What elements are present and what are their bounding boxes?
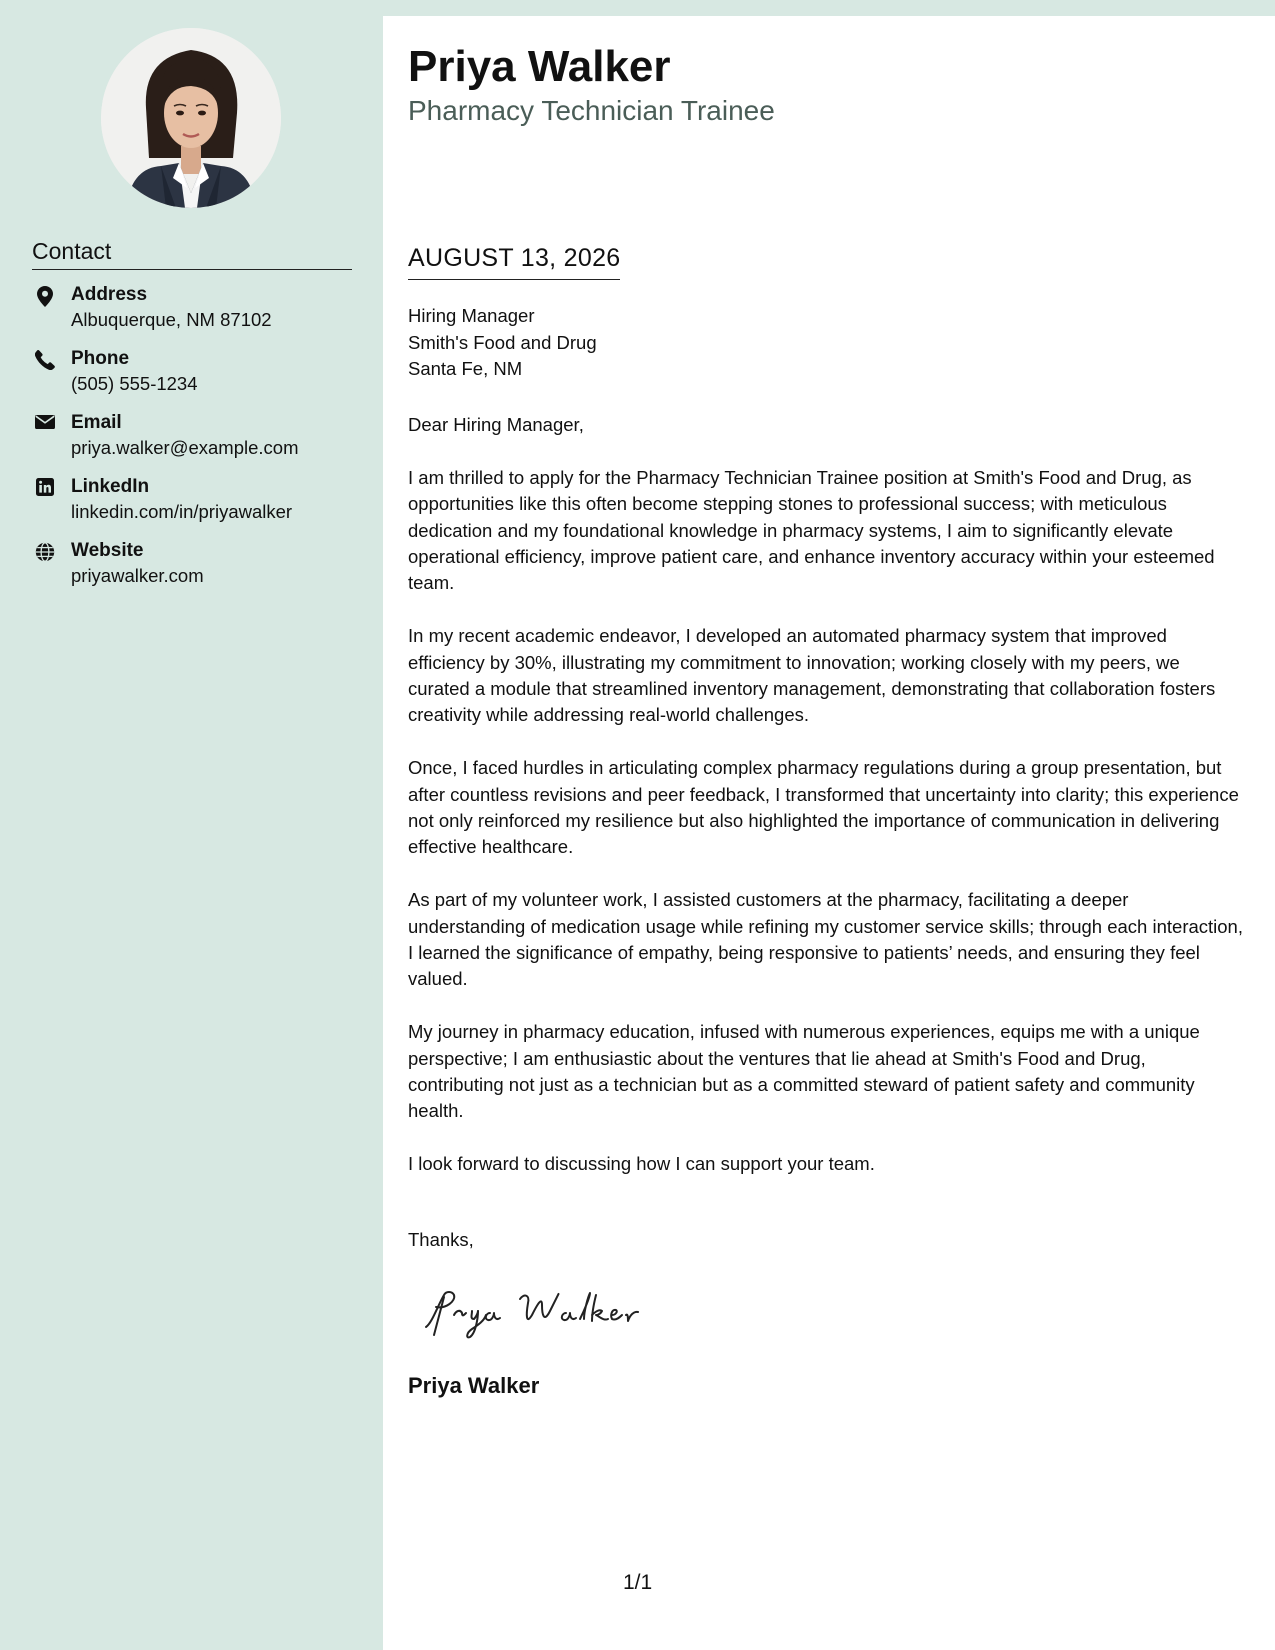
- contact-list: [32, 284, 362, 604]
- phone-icon: [32, 350, 58, 372]
- handwritten-signature: [420, 1285, 660, 1350]
- contact-label: Email: [71, 412, 122, 433]
- body-paragraph: I am thrilled to apply for the Pharmacy Technician Trainee position at Smith's Food and Drug, as opportunities like this often become stepping stones to professional success; with meticulous dedication and my foundational knowledge in pharmacy systems, I aim to significantly elevate operational efficiency, improve patient care, and enhance inventory accuracy within your esteemed team.: [408, 466, 1215, 594]
- contact-item-email: [32, 412, 362, 476]
- recipient-line: Santa Fe, NM: [408, 358, 523, 379]
- address-value: Albuquerque, NM 87102: [71, 309, 272, 330]
- contact-item-website: [32, 540, 362, 604]
- recipient-line: Smith's Food and Drug: [408, 331, 597, 353]
- body-paragraph: I look forward to discussing how I can support your team.: [408, 1153, 875, 1175]
- top-band: [383, 0, 1275, 16]
- contact-item-phone: [32, 348, 362, 412]
- contact-label: Phone: [71, 348, 130, 369]
- closing: Thanks,: [408, 1229, 474, 1250]
- letter-date: AUGUST 13, 2026: [408, 244, 620, 280]
- recipient-line: Hiring Manager: [408, 305, 535, 326]
- body-paragraph: My journey in pharmacy education, infused with numerous experiences, equips me with a unique perspective; I am enthusiastic about the ventures that lie ahead at Smith's Food and Drug, contributing not just as a technician but as a committed steward of patient safety and community health.: [408, 1021, 1200, 1122]
- salutation: Dear Hiring Manager,: [408, 414, 584, 435]
- contact-label: Website: [71, 540, 144, 561]
- linkedin-icon: [32, 478, 58, 500]
- applicant-name: Priya Walker: [408, 42, 671, 91]
- recipient-block: [408, 303, 597, 383]
- phone-value: (505) 555-1234: [71, 373, 198, 394]
- linkedin-value: linkedin.com/in/priyawalker: [71, 501, 293, 522]
- letter-body: [408, 412, 1243, 1204]
- body-paragraph: Once, I faced hurdles in articulating complex pharmacy regulations during a group presentation, but after countless revisions and peer feedback, I transformed that uncertainty into clarity; this experience not only reinforced my resilience but also highlighted the importance of communication in delivering effective healthcare.: [408, 757, 1239, 858]
- job-title: Pharmacy Technician Trainee: [408, 95, 775, 126]
- page-number: 1/1: [623, 1571, 653, 1594]
- globe-icon: [32, 542, 58, 564]
- contact-label: LinkedIn: [71, 476, 150, 497]
- contact-item-address: [32, 284, 362, 348]
- envelope-icon: [32, 414, 58, 436]
- contact-item-linkedin: [32, 476, 362, 540]
- signer-name: Priya Walker: [408, 1373, 540, 1398]
- body-paragraph: In my recent academic endeavor, I developed an automated pharmacy system that improved efficiency by 30%, illustrating my commitment to innovation; working closely with my peers, we curated a module that streamlined inventory management, demonstrating that collaboration fosters creativity while addressing real-world challenges.: [408, 625, 1216, 726]
- website-value: priyawalker.com: [71, 565, 204, 586]
- profile-photo: [101, 28, 281, 208]
- contact-label: Address: [71, 284, 148, 305]
- body-paragraph: As part of my volunteer work, I assisted customers at the pharmacy, facilitating a deeper understanding of medication usage while refining my customer service skills; through each interaction, I learned the significance of empathy, being responsive to patients’ needs, and ensuring they feel valued.: [408, 889, 1243, 990]
- map-pin-icon: [32, 286, 58, 308]
- email-value: priya.walker@example.com: [71, 437, 299, 458]
- contact-heading: Contact: [32, 238, 352, 270]
